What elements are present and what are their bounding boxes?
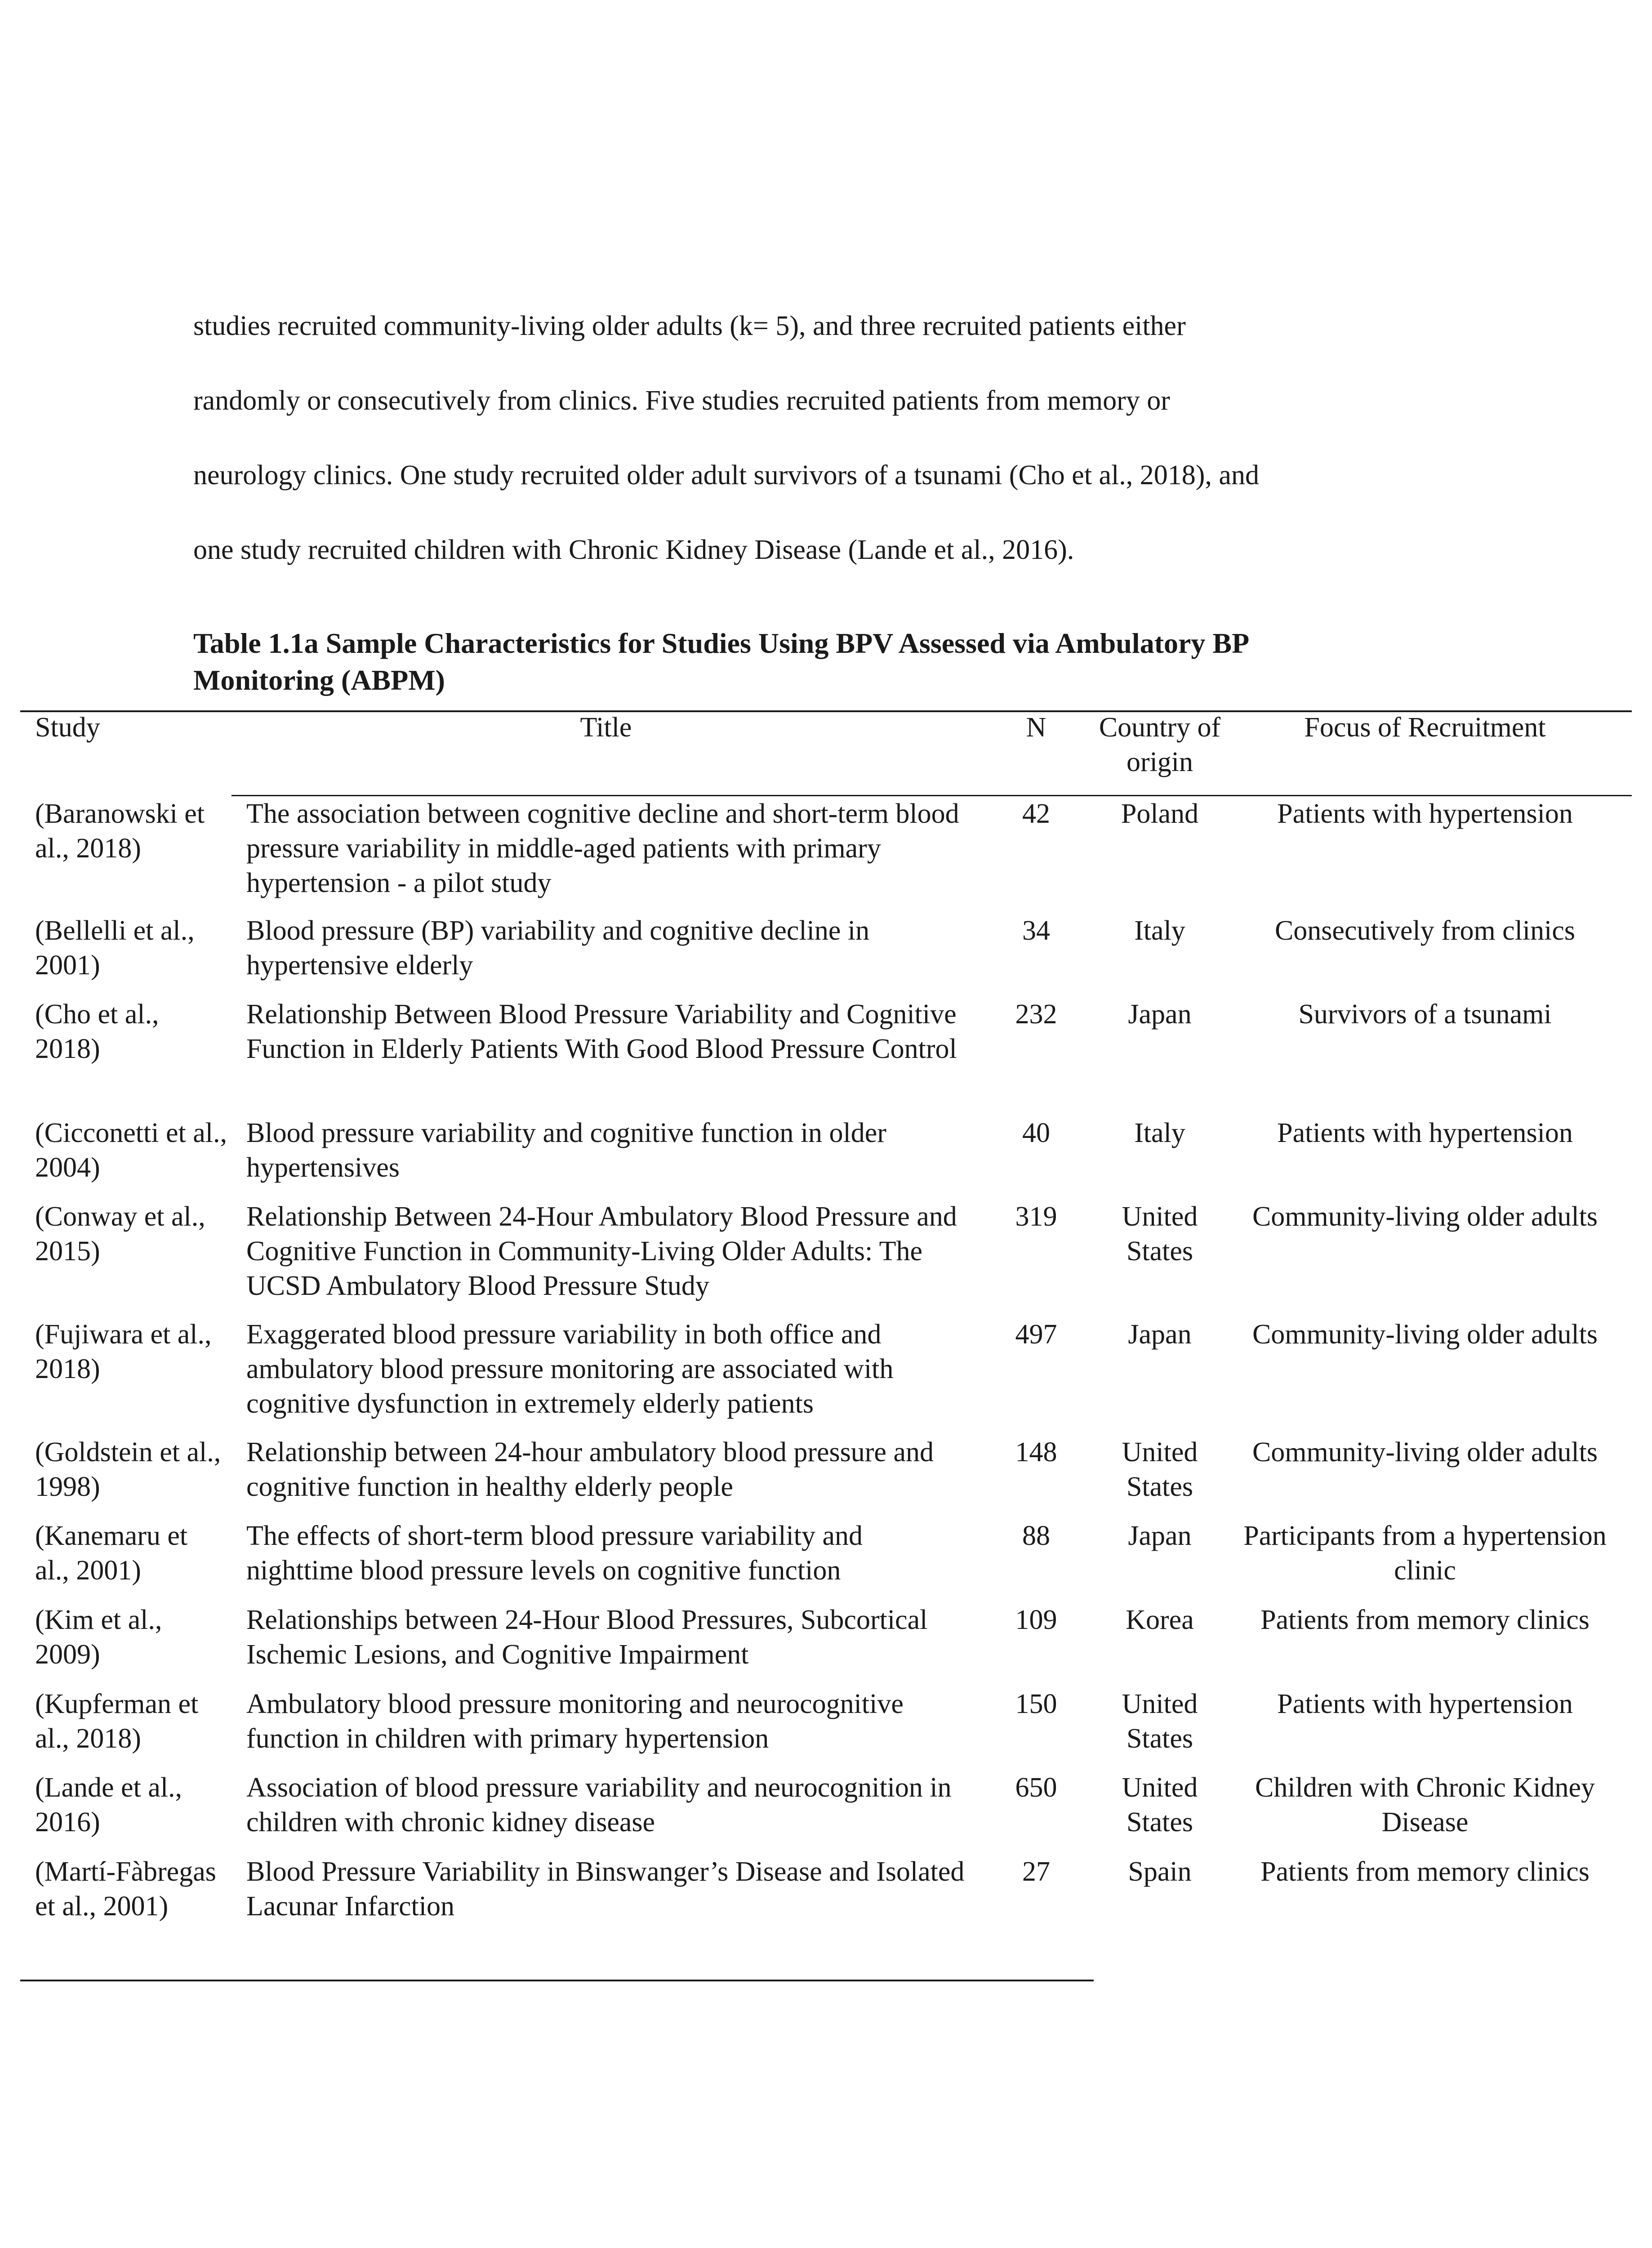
cell-country: Poland — [1121, 798, 1199, 829]
cell-focus: Community-living older adults — [1252, 1201, 1598, 1232]
cell-title: Blood Pressure Variability in Binswanger’s Disease and Isolated Lacunar Infarction — [246, 1856, 965, 1922]
cell-focus: Survivors of a tsunami — [1298, 999, 1552, 1030]
cell-title: Relationship between 24-hour ambulatory blood pressure and cognitive function in healthy elderly people — [246, 1437, 934, 1502]
cell-country: Italy — [1134, 1118, 1185, 1148]
body-paragraph — [193, 289, 1497, 587]
cell-country: Italy — [1134, 915, 1185, 946]
cell-focus: Community-living older adults — [1252, 1319, 1598, 1350]
cell-n: 497 — [1015, 1319, 1057, 1350]
cell-title: Blood pressure (BP) variability and cognitive decline in hypertensive elderly — [246, 915, 870, 981]
table-caption-line: Monitoring (ABPM) — [193, 664, 445, 696]
cell-title: Blood pressure variability and cognitive function in older hypertensives — [246, 1118, 886, 1183]
cell-n: 40 — [1022, 1118, 1050, 1148]
table-header-rule — [232, 795, 1632, 796]
table-caption-line: Table 1.1a Sample Characteristics for Studies Using BPV Assessed via Ambulatory BP — [193, 627, 1250, 659]
cell-study: (Kim et al., 2009) — [35, 1605, 162, 1670]
header-title: Title — [580, 712, 632, 743]
paragraph-line: neurology clinics. One study recruited older adult survivors of a tsunami (Cho et al., 2018), and — [193, 460, 1259, 491]
cell-focus: Children with Chronic Kidney Disease — [1255, 1772, 1595, 1838]
cell-country: Japan — [1128, 1319, 1192, 1350]
cell-focus: Community-living older adults — [1252, 1437, 1598, 1467]
cell-country: Japan — [1128, 999, 1192, 1030]
cell-study: (Bellelli et al., 2001) — [35, 915, 195, 981]
cell-n: 650 — [1015, 1772, 1057, 1803]
cell-focus: Patients with hypertension — [1277, 1118, 1573, 1148]
cell-n: 232 — [1015, 999, 1057, 1030]
cell-country: Spain — [1128, 1856, 1192, 1887]
cell-focus: Patients from memory clinics — [1260, 1605, 1590, 1635]
cell-country: United States — [1122, 1689, 1198, 1754]
table-bottom-rule — [20, 1980, 1094, 1981]
cell-study: (Conway et al., 2015) — [35, 1201, 205, 1267]
cell-study: (Kupferman et al., 2018) — [35, 1689, 199, 1754]
cell-title: Relationship Between Blood Pressure Variability and Cognitive Function in Elderly Patients With Good Blood Pressure Control — [246, 999, 957, 1064]
cell-country: Japan — [1128, 1521, 1192, 1551]
cell-n: 109 — [1015, 1605, 1057, 1635]
cell-title: Association of blood pressure variability and neurocognition in children with chronic kidney disease — [246, 1772, 952, 1838]
cell-study: (Cicconetti et al., 2004) — [35, 1118, 227, 1183]
cell-study: (Lande et al., 2016) — [35, 1772, 183, 1838]
cell-title: Relationships between 24-Hour Blood Pressures, Subcortical Ischemic Lesions, and Cognitive Impairment — [246, 1605, 928, 1670]
cell-focus: Patients with hypertension — [1277, 1689, 1573, 1719]
cell-country: United States — [1122, 1772, 1198, 1838]
cell-country: United States — [1122, 1437, 1198, 1502]
cell-n: 34 — [1022, 915, 1050, 946]
cell-title: Ambulatory blood pressure monitoring and neurocognitive function in children with primary hypertension — [246, 1689, 904, 1754]
header-n: N — [1026, 712, 1046, 743]
cell-study: (Fujiwara et al., 2018) — [35, 1319, 212, 1384]
cell-study: (Cho et al., 2018) — [35, 999, 159, 1064]
header-focus: Focus of Recruitment — [1304, 712, 1546, 743]
header-country: Country of origin — [1099, 712, 1221, 777]
cell-focus: Participants from a hypertension clinic — [1243, 1521, 1607, 1586]
paragraph-line: one study recruited children with Chronic Kidney Disease (Lande et al., 2016). — [193, 535, 1074, 565]
cell-n: 150 — [1015, 1689, 1057, 1719]
cell-focus: Consecutively from clinics — [1274, 915, 1576, 946]
cell-n: 27 — [1022, 1856, 1050, 1887]
cell-study: (Goldstein et al., 1998) — [35, 1437, 221, 1502]
table-caption — [193, 625, 1452, 699]
cell-n: 88 — [1022, 1521, 1050, 1551]
cell-study: (Baranowski et al., 2018) — [35, 798, 205, 864]
paragraph-line: randomly or consecutively from clinics. Five studies recruited patients from memory or — [193, 385, 1170, 416]
header-study: Study — [35, 712, 100, 743]
cell-country: United States — [1122, 1201, 1198, 1267]
cell-n: 148 — [1015, 1437, 1057, 1467]
cell-study: (Martí-Fàbregas et al., 2001) — [35, 1856, 216, 1922]
cell-study: (Kanemaru et al., 2001) — [35, 1521, 188, 1586]
cell-n: 319 — [1015, 1201, 1057, 1232]
paragraph-line: studies recruited community-living older adults (k= 5), and three recruited patients either — [193, 311, 1186, 341]
cell-title: Exaggerated blood pressure variability in both office and ambulatory blood pressure monitoring are associated with cognitive dysfunction in extremely elderly patients — [246, 1319, 894, 1419]
cell-focus: Patients from memory clinics — [1260, 1856, 1590, 1887]
cell-title: Relationship Between 24-Hour Ambulatory Blood Pressure and Cognitive Function in Community-Living Older Adults: The UCSD Ambulatory Blood Pressure Study — [246, 1201, 957, 1301]
cell-n: 42 — [1022, 798, 1050, 829]
cell-title: The effects of short-term blood pressure variability and nighttime blood pressure levels on cognitive function — [246, 1521, 863, 1586]
cell-title: The association between cognitive decline and short-term blood pressure variability in middle-aged patients with primary hypertension - a pilot study — [246, 798, 959, 898]
cell-focus: Patients with hypertension — [1277, 798, 1573, 829]
cell-country: Korea — [1126, 1605, 1194, 1635]
